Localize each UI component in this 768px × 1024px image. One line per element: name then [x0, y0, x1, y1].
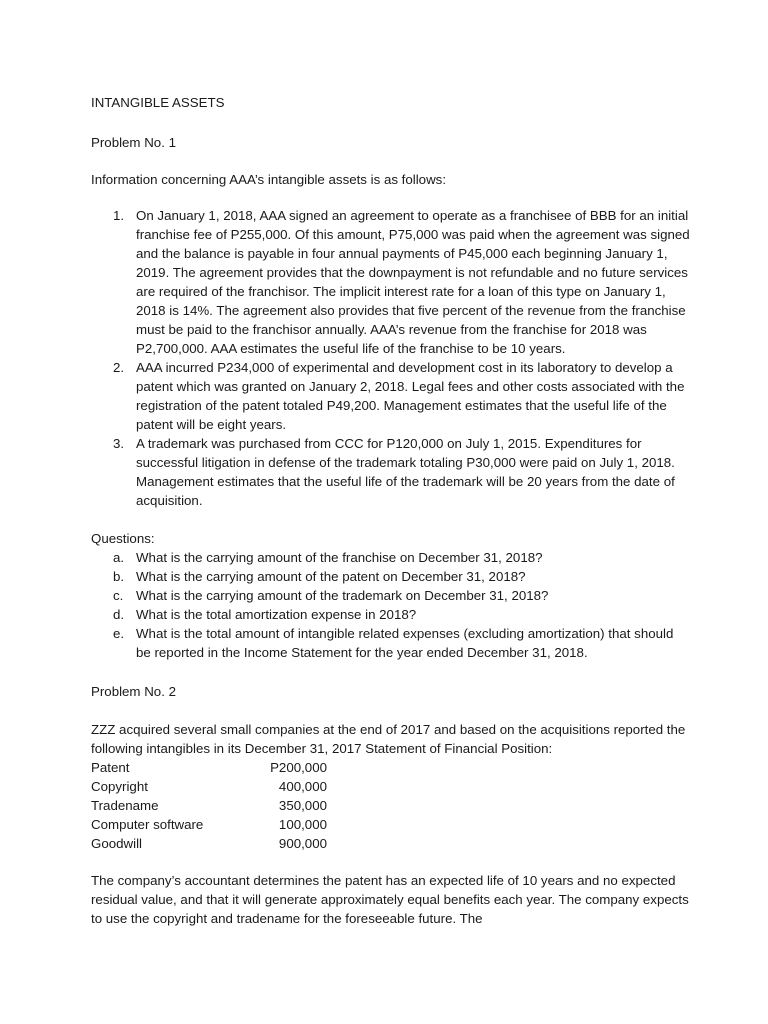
- list-item: [91, 358, 691, 434]
- table-row: [91, 834, 351, 853]
- list-number: 2.: [113, 360, 125, 375]
- document-title: INTANGIBLE ASSETS: [91, 95, 225, 110]
- list-number: 3.: [113, 436, 125, 451]
- list-number: 1.: [113, 208, 125, 223]
- list-item-text: AAA incurred P234,000 of experimental and development cost in its laboratory to develop a patent which was granted on January 2, 2018. Legal fees and other costs associated with the registration of the patent totaled P49,200. Management estimates that the useful life of the patent will be eight years.: [136, 360, 685, 432]
- question-item: [91, 567, 691, 586]
- problem-2-closing: The company’s accountant determines the patent has an expected life of 10 years and no expected residual value, and that it will generate approximately equal benefits each year. The company expects to use the copyright and tradename for the foreseeable future. The: [91, 873, 689, 926]
- question-text: What is the carrying amount of the patent on December 31, 2018?: [136, 569, 526, 584]
- list-item-text: A trademark was purchased from CCC for P120,000 on July 1, 2015. Expenditures for successful litigation in defense of the trademark totaling P30,000 were paid on July 1, 2018. Management estimates that the useful life of the trademark will be 20 years from the date of acquisition.: [136, 436, 675, 508]
- question-letter: b.: [113, 569, 125, 584]
- problem-1-intro: Information concerning AAA’s intangible assets is as follows:: [91, 172, 447, 187]
- question-letter: d.: [113, 607, 125, 622]
- list-item-text: On January 1, 2018, AAA signed an agreement to operate as a franchisee of BBB for an initial franchise fee of P255,000. Of this amount, P75,000 was paid when the agreement was signed and the balance is payable in four annual payments of P45,000 each beginning January 1, 2019. The agreement provides that the downpayment is not refundable and no future services are required of the franchisor. The implicit interest rate for a loan of this type on January 1, 2018 is 14%. The agreement also provides that five percent of the revenue from the franchise must be paid to the franchisor annually. AAA’s revenue from the franchise for 2018 was P2,700,000. AAA estimates the useful life of the franchise to be 10 years.: [136, 208, 690, 356]
- intangible-amount: 400,000: [278, 779, 327, 794]
- question-letter: c.: [113, 588, 124, 603]
- question-letter: a.: [113, 550, 125, 565]
- problem-2-heading: Problem No. 2: [91, 684, 176, 699]
- table-row: [91, 777, 351, 796]
- intangible-name: Computer software: [91, 817, 204, 832]
- question-letter: e.: [113, 626, 125, 641]
- question-text: What is the total amount of intangible related expenses (excluding amortization) that should be reported in the Income Statement for the year ended December 31, 2018.: [136, 626, 674, 660]
- intangible-amount: 900,000: [278, 836, 327, 851]
- question-item: [91, 586, 691, 605]
- problem-1-heading: Problem No. 1: [91, 135, 176, 150]
- intangible-name: Tradename: [91, 798, 159, 813]
- question-text: What is the carrying amount of the franchise on December 31, 2018?: [136, 550, 543, 565]
- intangible-name: Copyright: [91, 779, 148, 794]
- intangible-name: Patent: [91, 760, 130, 775]
- question-item: [91, 548, 691, 567]
- intangibles-table: [91, 758, 351, 853]
- table-row: [91, 758, 351, 777]
- question-item: [91, 605, 691, 624]
- table-row: [91, 815, 351, 834]
- table-row: [91, 796, 351, 815]
- questions-list: [91, 548, 691, 662]
- questions-heading: Questions:: [91, 531, 155, 546]
- question-text: What is the total amortization expense in 2018?: [136, 607, 417, 622]
- intangible-amount: P200,000: [270, 760, 327, 775]
- question-text: What is the carrying amount of the trademark on December 31, 2018?: [136, 588, 549, 603]
- list-item: [91, 206, 691, 358]
- intangible-amount: 350,000: [278, 798, 327, 813]
- problem-1-items: [91, 206, 691, 510]
- intangible-name: Goodwill: [91, 836, 142, 851]
- list-item: [91, 434, 691, 510]
- question-item: [91, 624, 691, 662]
- intangible-amount: 100,000: [278, 817, 327, 832]
- problem-2-intro: ZZZ acquired several small companies at the end of 2017 and based on the acquisitions reported the following intangibles in its December 31, 2017 Statement of Financial Position:: [91, 722, 686, 756]
